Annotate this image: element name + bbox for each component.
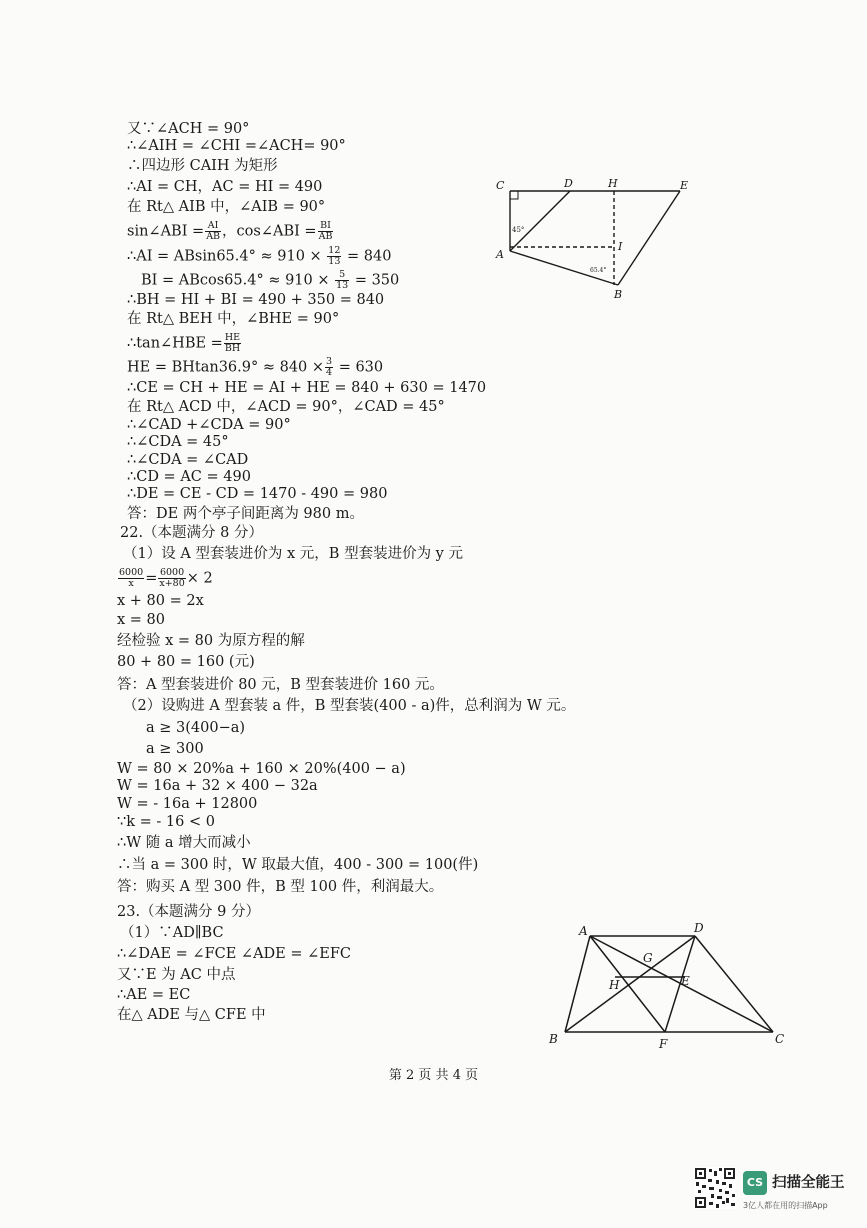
s21-line-13: ∴CE = CH + HE = AI + HE = 840 + 630 = 1470 bbox=[127, 380, 487, 396]
s22-check: 经检验 x = 80 为原方程的解 bbox=[117, 633, 305, 649]
angle-45-label: 45° bbox=[512, 226, 525, 234]
s22-w-4: ∵k = - 16 < 0 bbox=[117, 814, 215, 830]
s21-line-12: HE = BHtan36.9° ≈ 840 × $\frac{3}{4}$ = 630 bbox=[127, 356, 384, 378]
s22-price-b: 80 + 80 = 160 (元) bbox=[117, 654, 255, 670]
label-e: E bbox=[681, 974, 690, 988]
s21-line-15: ∴∠CAD +∠CDA = 90° bbox=[127, 417, 291, 433]
label-a: A bbox=[579, 924, 588, 938]
label-h: H bbox=[609, 978, 620, 992]
qr-code-icon bbox=[694, 1167, 736, 1209]
segment-be bbox=[618, 191, 680, 285]
fraction: $\frac{6000}{x+80}$ bbox=[159, 567, 185, 589]
s22-w-6: ∴当 a = 300 时，W 取最大值，400 - 300 = 100(件) bbox=[117, 857, 479, 873]
s21-answer: 答：DE 两个亭子间距离为 980 m。 bbox=[127, 506, 364, 522]
s21-line-3: ∴四边形 CAIH 为矩形 bbox=[127, 158, 278, 174]
segment-af bbox=[590, 936, 665, 1032]
s22-w-1: W = 80 × 20%a + 160 × 20%(400 − a) bbox=[117, 761, 406, 777]
s21-line-9: ∴BH = HI + BI = 490 + 350 = 840 bbox=[127, 292, 385, 308]
fraction: $\frac{12}{13}$ bbox=[328, 245, 341, 267]
s22-heading: 22.（本题满分 8 分） bbox=[120, 525, 264, 541]
s23-line-3: 又∵E 为 AC 中点 bbox=[117, 967, 236, 983]
segment-df bbox=[665, 936, 695, 1032]
label-d: D bbox=[564, 177, 573, 190]
s23-line-1: （1）∵AD∥BC bbox=[120, 925, 224, 941]
s23-heading: 23.（本题满分 9 分） bbox=[117, 904, 261, 920]
fraction: $\frac{3}{4}$ bbox=[326, 356, 333, 378]
brand-name: 扫描全能王 bbox=[772, 1175, 845, 1191]
s23-line-4: ∴AE = EC bbox=[117, 987, 191, 1003]
s22-part1-setup: （1）设 A 型套装进价为 x 元，B 型套装进价为 y 元 bbox=[123, 546, 463, 562]
s22-w-2: W = 16a + 32 × 400 − 32a bbox=[117, 778, 318, 794]
s22-w-5: ∴W 随 a 增大而减小 bbox=[117, 835, 251, 851]
s22-inequality-1: a ≥ 3(400−a) bbox=[146, 720, 246, 736]
s23-line-2: ∴∠DAE = ∠FCE ∠ADE = ∠EFC bbox=[117, 946, 352, 962]
s21-line-19: ∴DE = CE - CD = 1470 - 490 = 980 bbox=[127, 486, 388, 502]
label-b: B bbox=[614, 288, 623, 301]
s21-line-7: ∴AI = ABsin65.4° ≈ 910 × $\frac{12}{13}$ = 840 bbox=[127, 245, 392, 267]
s22-inequality-2: a ≥ 300 bbox=[146, 741, 204, 757]
scanner-watermark bbox=[694, 1167, 859, 1215]
s22-w-3: W = - 16a + 12800 bbox=[117, 796, 258, 812]
s21-line-17: ∴∠CDA = ∠CAD bbox=[127, 452, 249, 468]
figure-quadrilateral-cdea bbox=[494, 172, 704, 304]
label-h: H bbox=[608, 177, 618, 190]
s22-answer-1: 答：A 型套装进价 80 元，B 型套装进价 160 元。 bbox=[117, 677, 444, 693]
s21-line-10: 在 Rt△ BEH 中，∠BHE = 90° bbox=[127, 311, 340, 327]
page-number: 第 2 页 共 4 页 bbox=[388, 1068, 479, 1083]
fraction: $\frac{5}{13}$ bbox=[336, 269, 349, 291]
s21-line-8: BI = ABcos65.4° ≈ 910 × $\frac{5}{13}$ = 350 bbox=[141, 269, 400, 291]
label-g: G bbox=[643, 951, 653, 965]
s21-line-1: 又∵∠ACH = 90° bbox=[127, 121, 250, 137]
s21-line-4: ∴AI = CH，AC = HI = 490 bbox=[127, 179, 323, 195]
segment-bd bbox=[565, 936, 695, 1032]
fraction: $\frac{HE}{BH}$ bbox=[224, 332, 241, 354]
right-angle-mark bbox=[510, 191, 518, 199]
label-f: F bbox=[659, 1037, 668, 1050]
s22-equation-1: $\frac{6000}{x}$ = $\frac{6000}{x+80}$ × 2 bbox=[119, 567, 213, 589]
s22-equation-2: x + 80 = 2x bbox=[117, 593, 204, 609]
segment-dc bbox=[695, 936, 773, 1032]
brand-tagline: 3亿人都在用的扫描App bbox=[743, 1201, 828, 1210]
fraction: $\frac{6000}{x}$ bbox=[119, 567, 144, 589]
s21-line-6: sin∠ABI = $\frac{AI}{AB}$ ，cos∠ABI = $\frac{BI}{AB}$ bbox=[127, 220, 333, 242]
label-c: C bbox=[496, 179, 505, 192]
s23-line-5: 在△ ADE 与△ CFE 中 bbox=[117, 1007, 266, 1023]
figure-trapezoid-abcd bbox=[545, 915, 790, 1050]
label-e: E bbox=[680, 179, 689, 192]
s21-line-5: 在 Rt△ AIB 中，∠AIB = 90° bbox=[127, 199, 326, 215]
s22-part2-setup: （2）设购进 A 型套装 a 件，B 型套装(400 - a)件，总利润为 W 元。 bbox=[123, 698, 576, 714]
camscanner-logo-icon: CS bbox=[743, 1171, 767, 1195]
label-a: A bbox=[496, 248, 504, 261]
label-d: D bbox=[694, 921, 704, 935]
s21-line-14: 在 Rt△ ACD 中，∠ACD = 90°，∠CAD = 45° bbox=[127, 399, 445, 415]
fraction: $\frac{BI}{AB}$ bbox=[318, 220, 333, 242]
segment-ad bbox=[510, 191, 570, 251]
fraction: $\frac{AI}{AB}$ bbox=[206, 220, 221, 242]
segment-ab bbox=[565, 936, 590, 1032]
s21-line-2: ∴∠AIH = ∠CHI =∠ACH= 90° bbox=[127, 138, 346, 154]
angle-65-label: 65.4° bbox=[590, 267, 607, 274]
s22-answer-2: 答：购买 A 型 300 件，B 型 100 件，利润最大。 bbox=[117, 879, 444, 895]
label-c: C bbox=[775, 1032, 785, 1046]
s21-line-11: ∴tan∠HBE = $\frac{HE}{BH}$ bbox=[127, 332, 241, 354]
label-i: I bbox=[618, 240, 623, 253]
s21-line-18: ∴CD = AC = 490 bbox=[127, 469, 251, 485]
s21-line-16: ∴∠CDA = 45° bbox=[127, 434, 229, 450]
s22-equation-3: x = 80 bbox=[117, 612, 165, 628]
label-b: B bbox=[549, 1032, 558, 1046]
